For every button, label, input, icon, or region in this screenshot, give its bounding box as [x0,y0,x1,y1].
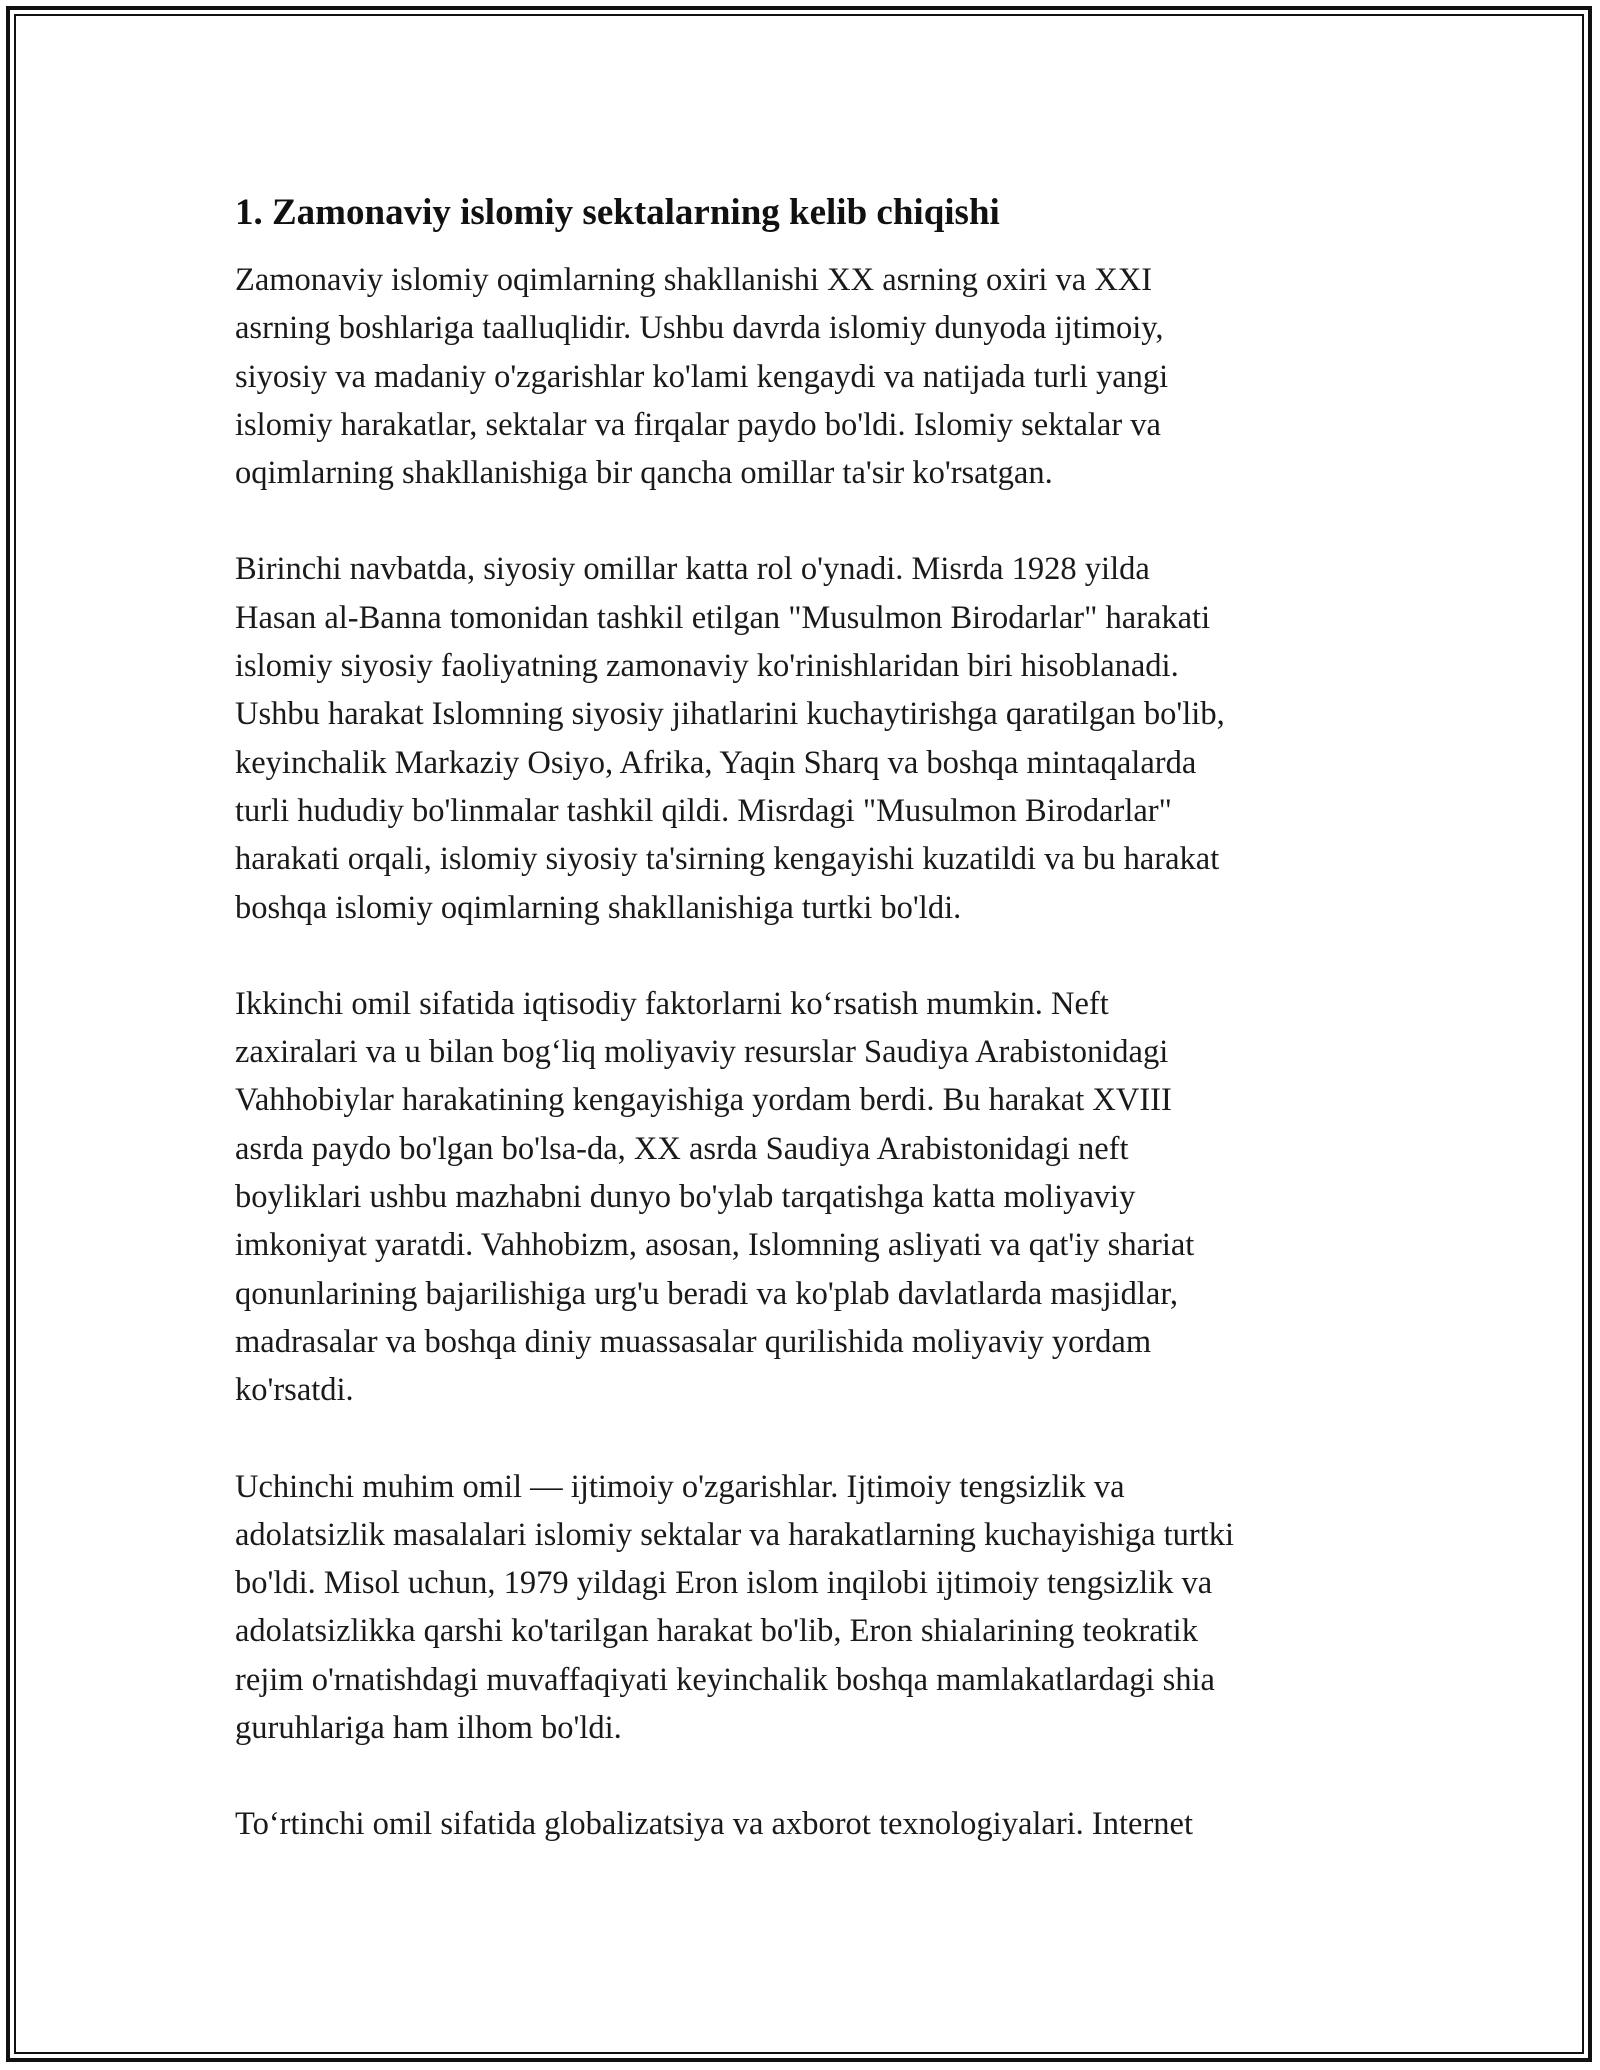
paragraph-line: ko'rsatdi. [235,1372,354,1409]
paragraph-line: adolatsizlik masalalari islomiy sektalar va harakatlarning kuchayishiga turtki [235,1516,1235,1553]
paragraph [235,545,1375,931]
paragraph-line: oqimlarning shakllanishiga bir qancha omillar ta'sir ko'rsatgan. [235,455,1053,492]
paragraph-line: turli hududiy bo'linmalar tashkil qildi. Misrdagi "Musulmon Birodarlar" [235,792,1172,829]
paragraph-line: madrasalar va boshqa diniy muassasalar qurilishida moliyaviy yordam [235,1323,1152,1360]
paragraph-line: rejim o'rnatishdagi muvaffaqiyati keyinchalik boshqa mamlakatlardagi shia [235,1661,1215,1698]
paragraph [235,256,1375,497]
paragraph-line: Ushbu harakat Islomning siyosiy jihatlarini kuchaytirishga qaratilgan bo'lib, [235,696,1225,733]
section-heading: 1. Zamonaviy islomiy sektalarning kelib chiqishi [235,192,1000,233]
paragraph-line: bo'ldi. Misol uchun, 1979 yildagi Eron islom inqilobi ijtimoiy tengsizlik va [235,1565,1213,1602]
paragraph-line: siyosiy va madaniy o'zgarishlar ko'lami kengaydi va natijada turli yangi [235,358,1169,395]
paragraph [235,1800,1375,1848]
paragraph-line: guruhlariga ham ilhom bo'ldi. [235,1710,622,1747]
paragraph-line: zaxiralari va u bilan bog‘liq moliyaviy resurslar Saudiya Arabistonidagi [235,1034,1169,1071]
paragraph [235,980,1375,1415]
paragraph-line: qonunlarining bajarilishiga urg'u beradi va ko'plab davlatlarda masjidlar, [235,1275,1179,1312]
paragraph-line: asrning boshlariga taalluqlidir. Ushbu davrda islomiy dunyoda ijtimoiy, [235,310,1164,347]
paragraph-line: keyinchalik Markaziy Osiyo, Afrika, Yaqin Sharq va boshqa mintaqalarda [235,744,1197,781]
document-body [235,185,1375,1897]
paragraph-line: islomiy harakatlar, sektalar va firqalar paydo bo'ldi. Islomiy sektalar va [235,406,1161,443]
paragraph-list [235,256,1375,1849]
paragraph-line: imkoniyat yaratdi. Vahhobizm, asosan, Islomning asliyati va qat'iy shariat [235,1227,1195,1264]
paragraph-line: Ikkinchi omil sifatida iqtisodiy faktorlarni ko‘rsatish mumkin. Neft [235,985,1109,1022]
paragraph-line: Uchinchi muhim omil — ijtimoiy o'zgarishlar. Ijtimoiy tengsizlik va [235,1468,1125,1505]
paragraph-line: boyliklari ushbu mazhabni dunyo bo'ylab tarqatishga katta moliyaviy [235,1179,1136,1216]
paragraph-line: Hasan al-Banna tomonidan tashkil etilgan "Musulmon Birodarlar" harakati [235,599,1211,636]
paragraph-line: adolatsizlikka qarshi ko'tarilgan harakat bo'lib, Eron shialarining teokratik [235,1613,1198,1650]
paragraph [235,1463,1375,1753]
paragraph-line: asrda paydo bo'lgan bo'lsa-da, XX asrda Saudiya Arabistonidagi neft [235,1130,1129,1167]
paragraph-line: To‘rtinchi omil sifatida globalizatsiya va axborot texnologiyalari. Internet [235,1806,1193,1843]
paragraph-line: Birinchi navbatda, siyosiy omillar katta rol o'ynadi. Misrda 1928 yilda [235,551,1150,588]
paragraph-line: harakati orqali, islomiy siyosiy ta'sirning kengayishi kuzatildi va bu harakat [235,841,1220,878]
paragraph-line: islomiy siyosiy faoliyatning zamonaviy ko'rinishlaridan biri hisoblanadi. [235,648,1179,685]
paragraph-line: Vahhobiylar harakatining kengayishiga yordam berdi. Bu harakat XVIII [235,1082,1172,1119]
paragraph-line: boshqa islomiy oqimlarning shakllanishiga turtki bo'ldi. [235,889,962,926]
paragraph-line: Zamonaviy islomiy oqimlarning shakllanishi XX asrning oxiri va XXI [235,262,1153,298]
